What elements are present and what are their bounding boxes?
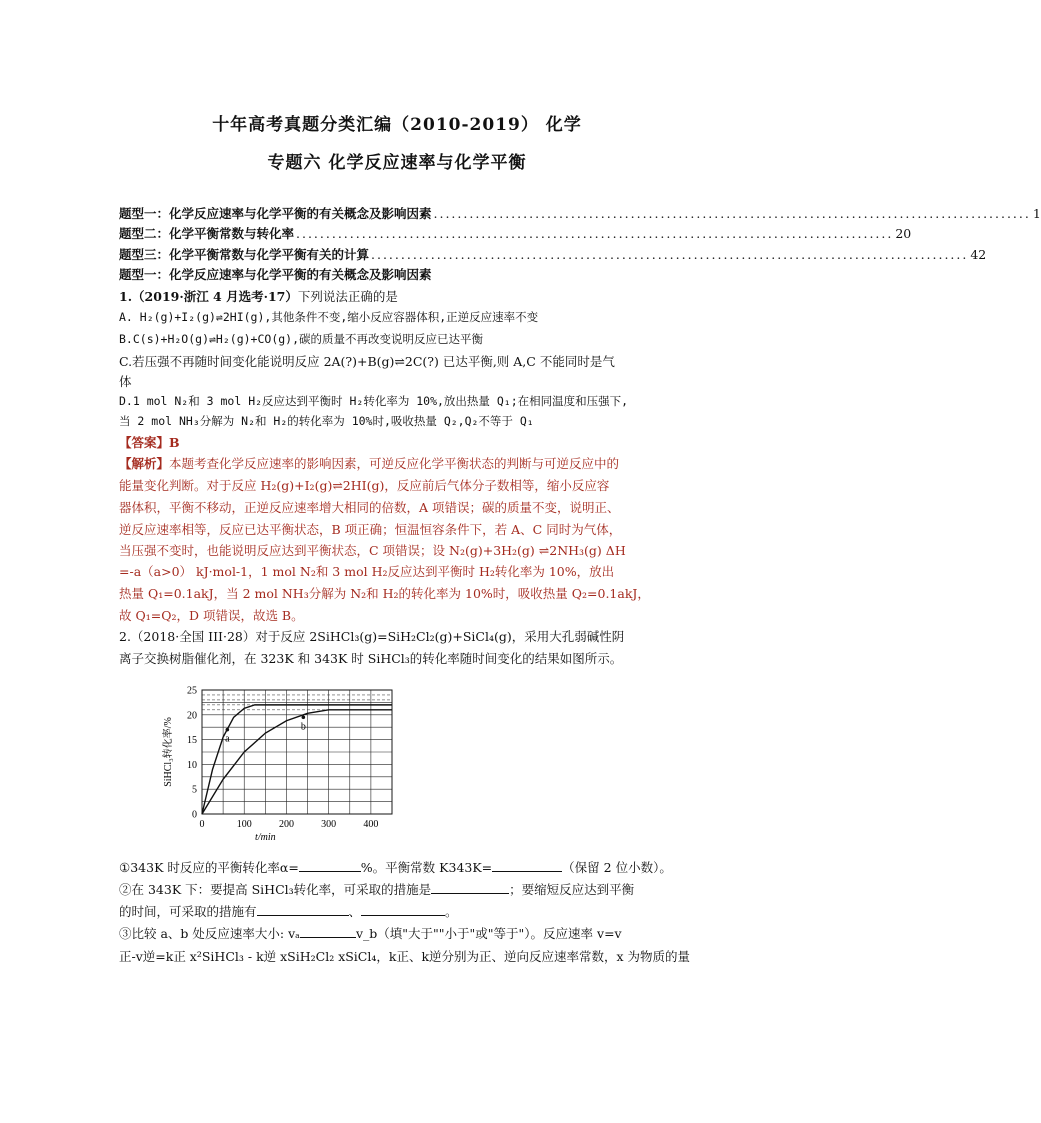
document-subtitle: 专题六 化学反应速率与化学平衡 bbox=[267, 153, 527, 173]
answer-blank[interactable] bbox=[431, 882, 509, 894]
y-tick-label: 10 bbox=[187, 759, 197, 771]
q1-option-a: A. H₂(g)+I₂(g)⇌2HI(g),其他条件不变,缩小反应容器体积,正逆反应速率不变 bbox=[119, 310, 539, 324]
answer-blank[interactable] bbox=[257, 904, 349, 916]
y-tick-label: 0 bbox=[192, 809, 197, 821]
answer-blank[interactable] bbox=[300, 926, 356, 938]
y-tick-label: 25 bbox=[187, 685, 197, 697]
y-tick-label: 5 bbox=[192, 784, 197, 796]
q1-option-d: D.1 mol N₂和 3 mol H₂反应达到平衡时 H₂转化率为 10%,放出热量 Q₁;在相同温度和压强下, bbox=[119, 394, 629, 408]
conversion-chart bbox=[160, 682, 400, 844]
q1-option-c-cont: 体 bbox=[119, 374, 132, 389]
q1-option-b: B.C(s)+H₂O(g)⇌H₂(g)+CO(g),碳的质量不再改变说明反应已达平衡 bbox=[119, 332, 484, 346]
toc-item-2[interactable]: 题型二：化学平衡常数与转化率 .................................................................................................... 20 bbox=[119, 226, 912, 241]
document-title: 十年高考真题分类汇编（2010-2019） 化学 bbox=[212, 115, 582, 135]
x-tick-label: 200 bbox=[278, 819, 294, 830]
point-label-a: a bbox=[225, 733, 230, 745]
q2-part-2-cont: 的时间，可采取的措施有 、 。 bbox=[119, 904, 458, 919]
q1-analysis-line: 能量变化判断。对于反应 H₂(g)+I₂(g)⇌2HI(g)，反应前后气体分子数相等，缩小反应容 bbox=[119, 478, 610, 493]
q1-analysis-line: 逆反应速率相等，反应已达平衡状态，B 项正确；恒温恒容条件下，若 A、C 同时为气体， bbox=[119, 522, 622, 537]
q2-part-3-cont: 正-v逆=k正 x²SiHCl₃ - k逆 xSiH₂Cl₂ xSiCl₄，k正、k逆分别为正、逆向反应速率常数，x 为物质的量 bbox=[119, 949, 691, 964]
answer-blank[interactable] bbox=[492, 860, 562, 872]
q1-stem: 1.（2019·浙江 4 月选考·17）下列说法正确的是 bbox=[119, 289, 398, 304]
x-tick-label: 300 bbox=[321, 819, 337, 830]
answer-blank[interactable] bbox=[361, 904, 445, 916]
q1-analysis-line: 故 Q₁=Q₂，D 项错误，故选 B。 bbox=[119, 608, 304, 623]
y-axis-label: SiHCl₃转化率/% bbox=[163, 717, 174, 787]
q1-analysis-line: 热量 Q₁=0.1akJ，当 2 mol NH₃分解为 N₂和 H₂的转化率为 10%时，吸收热量 Q₂=0.1akJ， bbox=[119, 586, 650, 601]
q1-analysis-line: 当压强不变时，也能说明反应达到平衡状态，C 项错误；设 N₂(g)+3H₂(g) ⇌2NH₃(g) ΔH bbox=[119, 543, 626, 558]
x-axis-label: t/min bbox=[255, 832, 276, 843]
y-tick-label: 20 bbox=[187, 710, 197, 722]
q2-part-1: ①343K 时反应的平衡转化率α= %。平衡常数 K343K= （保留 2 位小数）。 bbox=[119, 860, 672, 875]
x-tick-label: 400 bbox=[363, 819, 379, 830]
q1-analysis-line: 【解析】本题考查化学反应速率的影响因素，可逆反应化学平衡状态的判断与可逆反应中的 bbox=[119, 456, 620, 471]
answer-blank[interactable] bbox=[299, 860, 361, 872]
q1-option-d-cont: 当 2 mol NH₃分解为 N₂和 H₂的转化率为 10%时,吸收热量 Q₂,Q₂不等于 Q₁ bbox=[119, 414, 534, 428]
q1-analysis-line: =-a（a>0） kJ·mol-1，1 mol N₂和 3 mol H₂反应达到平衡时 H₂转化率为 10%，放出 bbox=[119, 564, 615, 579]
q1-option-c: C.若压强不再随时间变化能说明反应 2A(?)+B(g)⇌2C(?) 已达平衡,则 A,C 不能同时是气 bbox=[119, 354, 615, 369]
q2-part-3: ③比较 a、b 处反应速率大小: vₐ v_b（填"大于""小于"或"等于"）。反应速率 v=v bbox=[119, 926, 622, 941]
y-tick-label: 15 bbox=[187, 735, 197, 747]
toc-item-1[interactable]: 题型一：化学反应速率与化学平衡的有关概念及影响因素 .................................................................................................... 1 bbox=[119, 206, 1041, 221]
series-line-a bbox=[202, 705, 392, 814]
point-marker-b bbox=[302, 715, 306, 719]
q2-stem: 2.（2018·全国 III·28）对于反应 2SiHCl₃(g)=SiH₂Cl₂(g)+SiCl₄(g)，采用大孔弱碱性阴 bbox=[119, 629, 625, 644]
point-marker-a bbox=[226, 728, 230, 732]
q1-answer: 【答案】B bbox=[119, 435, 180, 450]
x-tick-label: 100 bbox=[236, 819, 252, 830]
toc-item-3[interactable]: 题型三：化学平衡常数与化学平衡有关的计算 .................................................................................................... 42 bbox=[119, 247, 987, 262]
q1-analysis-line: 器体积，平衡不移动，正逆反应速率增大相同的倍数，A 项错误；碳的质量不变，说明正、 bbox=[119, 500, 620, 515]
q2-part-2: ②在 343K 下：要提高 SiHCl₃转化率，可采取的措施是 ；要缩短反应达到平衡 bbox=[119, 882, 635, 897]
section-heading: 题型一：化学反应速率与化学平衡的有关概念及影响因素 bbox=[119, 267, 432, 282]
x-tick-label: 0 bbox=[199, 819, 205, 830]
series-line-b bbox=[202, 710, 392, 814]
point-label-b: b bbox=[300, 721, 306, 733]
q2-stem-cont: 离子交换树脂催化剂，在 323K 和 343K 时 SiHCl₃的转化率随时间变化的结果如图所示。 bbox=[119, 651, 623, 666]
